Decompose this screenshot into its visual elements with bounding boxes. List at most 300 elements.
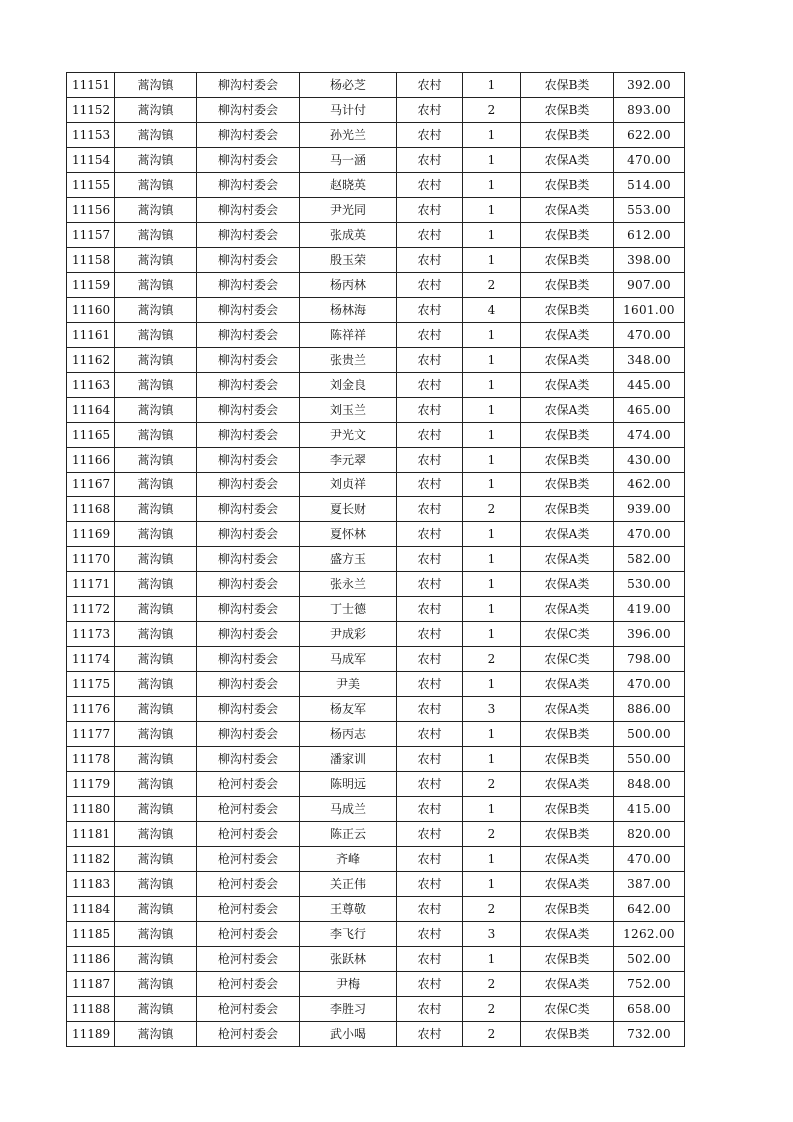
cell-town: 蒿沟镇 — [115, 147, 197, 172]
cell-village: 柳沟村委会 — [197, 622, 300, 647]
cell-village: 柳沟村委会 — [197, 472, 300, 497]
cell-name: 刘贞祥 — [300, 472, 397, 497]
cell-area: 农村 — [397, 822, 463, 847]
cell-town: 蒿沟镇 — [115, 397, 197, 422]
cell-name: 尹光同 — [300, 197, 397, 222]
cell-town: 蒿沟镇 — [115, 747, 197, 772]
cell-town: 蒿沟镇 — [115, 847, 197, 872]
cell-village: 柳沟村委会 — [197, 422, 300, 447]
table-row — [67, 372, 685, 397]
cell-amount: 474.00 — [614, 422, 685, 447]
cell-id: 11168 — [67, 497, 115, 522]
table-row — [67, 297, 685, 322]
cell-name: 李胜习 — [300, 996, 397, 1021]
cell-category: 农保B类 — [521, 172, 614, 197]
table-row — [67, 422, 685, 447]
cell-town: 蒿沟镇 — [115, 547, 197, 572]
cell-village: 柳沟村委会 — [197, 672, 300, 697]
cell-town: 蒿沟镇 — [115, 522, 197, 547]
cell-town: 蒿沟镇 — [115, 197, 197, 222]
cell-town: 蒿沟镇 — [115, 247, 197, 272]
cell-town: 蒿沟镇 — [115, 347, 197, 372]
cell-id: 11170 — [67, 547, 115, 572]
cell-name: 夏怀林 — [300, 522, 397, 547]
cell-category: 农保B类 — [521, 472, 614, 497]
cell-amount: 470.00 — [614, 147, 685, 172]
table-row — [67, 497, 685, 522]
cell-town: 蒿沟镇 — [115, 797, 197, 822]
cell-count: 1 — [463, 622, 521, 647]
cell-id: 11158 — [67, 247, 115, 272]
cell-amount: 500.00 — [614, 722, 685, 747]
cell-count: 1 — [463, 197, 521, 222]
cell-name: 刘金良 — [300, 372, 397, 397]
cell-category: 农保A类 — [521, 772, 614, 797]
cell-name: 杨友军 — [300, 697, 397, 722]
cell-village: 枪河村委会 — [197, 946, 300, 971]
cell-area: 农村 — [397, 97, 463, 122]
cell-count: 1 — [463, 347, 521, 372]
cell-village: 柳沟村委会 — [197, 572, 300, 597]
cell-amount: 415.00 — [614, 797, 685, 822]
cell-id: 11153 — [67, 122, 115, 147]
cell-count: 2 — [463, 822, 521, 847]
table-row — [67, 822, 685, 847]
cell-id: 11164 — [67, 397, 115, 422]
cell-town: 蒿沟镇 — [115, 772, 197, 797]
cell-area: 农村 — [397, 422, 463, 447]
cell-id: 11163 — [67, 372, 115, 397]
table-row — [67, 97, 685, 122]
cell-village: 柳沟村委会 — [197, 747, 300, 772]
cell-category: 农保A类 — [521, 372, 614, 397]
cell-village: 枪河村委会 — [197, 822, 300, 847]
cell-id: 11176 — [67, 697, 115, 722]
cell-village: 柳沟村委会 — [197, 372, 300, 397]
cell-village: 柳沟村委会 — [197, 722, 300, 747]
cell-category: 农保A类 — [521, 921, 614, 946]
cell-category: 农保A类 — [521, 197, 614, 222]
cell-count: 2 — [463, 772, 521, 797]
cell-amount: 642.00 — [614, 896, 685, 921]
cell-town: 蒿沟镇 — [115, 472, 197, 497]
cell-name: 马成兰 — [300, 797, 397, 822]
cell-amount: 582.00 — [614, 547, 685, 572]
cell-category: 农保B类 — [521, 297, 614, 322]
cell-area: 农村 — [397, 297, 463, 322]
cell-id: 11186 — [67, 946, 115, 971]
cell-count: 1 — [463, 522, 521, 547]
cell-amount: 893.00 — [614, 97, 685, 122]
cell-town: 蒿沟镇 — [115, 172, 197, 197]
cell-category: 农保A类 — [521, 397, 614, 422]
cell-count: 1 — [463, 422, 521, 447]
table-row — [67, 697, 685, 722]
table-row — [67, 73, 685, 98]
cell-village: 柳沟村委会 — [197, 73, 300, 98]
cell-name: 潘家训 — [300, 747, 397, 772]
cell-amount: 752.00 — [614, 971, 685, 996]
cell-count: 1 — [463, 946, 521, 971]
cell-amount: 798.00 — [614, 647, 685, 672]
cell-town: 蒿沟镇 — [115, 222, 197, 247]
table-row — [67, 522, 685, 547]
cell-id: 11171 — [67, 572, 115, 597]
cell-town: 蒿沟镇 — [115, 822, 197, 847]
cell-count: 1 — [463, 722, 521, 747]
cell-category: 农保B类 — [521, 272, 614, 297]
cell-village: 柳沟村委会 — [197, 647, 300, 672]
cell-category: 农保B类 — [521, 797, 614, 822]
cell-area: 农村 — [397, 572, 463, 597]
cell-name: 殷玉荣 — [300, 247, 397, 272]
cell-id: 11157 — [67, 222, 115, 247]
cell-amount: 470.00 — [614, 672, 685, 697]
table-row — [67, 921, 685, 946]
cell-id: 11179 — [67, 772, 115, 797]
cell-village: 柳沟村委会 — [197, 247, 300, 272]
table-row — [67, 547, 685, 572]
cell-name: 陈祥祥 — [300, 322, 397, 347]
cell-count: 1 — [463, 372, 521, 397]
cell-village: 柳沟村委会 — [197, 222, 300, 247]
cell-name: 陈明远 — [300, 772, 397, 797]
cell-village: 柳沟村委会 — [197, 322, 300, 347]
cell-amount: 732.00 — [614, 1021, 685, 1046]
table-row — [67, 946, 685, 971]
cell-amount: 886.00 — [614, 697, 685, 722]
cell-name: 尹梅 — [300, 971, 397, 996]
cell-id: 11175 — [67, 672, 115, 697]
cell-village: 柳沟村委会 — [197, 272, 300, 297]
cell-town: 蒿沟镇 — [115, 422, 197, 447]
cell-name: 王尊敬 — [300, 896, 397, 921]
cell-area: 农村 — [397, 447, 463, 472]
cell-area: 农村 — [397, 996, 463, 1021]
table-row — [67, 347, 685, 372]
cell-name: 齐峰 — [300, 847, 397, 872]
cell-town: 蒿沟镇 — [115, 122, 197, 147]
cell-name: 马计付 — [300, 97, 397, 122]
cell-village: 柳沟村委会 — [197, 147, 300, 172]
cell-count: 2 — [463, 647, 521, 672]
cell-id: 11172 — [67, 597, 115, 622]
cell-amount: 939.00 — [614, 497, 685, 522]
cell-name: 杨丙林 — [300, 272, 397, 297]
cell-amount: 612.00 — [614, 222, 685, 247]
cell-area: 农村 — [397, 747, 463, 772]
cell-area: 农村 — [397, 647, 463, 672]
cell-category: 农保C类 — [521, 622, 614, 647]
cell-town: 蒿沟镇 — [115, 497, 197, 522]
cell-name: 杨必芝 — [300, 73, 397, 98]
cell-count: 1 — [463, 847, 521, 872]
cell-id: 11167 — [67, 472, 115, 497]
cell-village: 柳沟村委会 — [197, 347, 300, 372]
cell-count: 1 — [463, 597, 521, 622]
cell-name: 武小喝 — [300, 1021, 397, 1046]
table-row — [67, 672, 685, 697]
cell-name: 杨林海 — [300, 297, 397, 322]
cell-area: 农村 — [397, 772, 463, 797]
cell-amount: 514.00 — [614, 172, 685, 197]
cell-category: 农保B类 — [521, 497, 614, 522]
cell-area: 农村 — [397, 597, 463, 622]
cell-area: 农村 — [397, 197, 463, 222]
cell-amount: 550.00 — [614, 747, 685, 772]
cell-count: 1 — [463, 547, 521, 572]
cell-area: 农村 — [397, 272, 463, 297]
cell-category: 农保B类 — [521, 1021, 614, 1046]
table-row — [67, 847, 685, 872]
cell-area: 农村 — [397, 222, 463, 247]
cell-category: 农保A类 — [521, 847, 614, 872]
cell-village: 柳沟村委会 — [197, 447, 300, 472]
cell-name: 李飞行 — [300, 921, 397, 946]
cell-name: 刘玉兰 — [300, 397, 397, 422]
cell-category: 农保C类 — [521, 996, 614, 1021]
cell-town: 蒿沟镇 — [115, 73, 197, 98]
cell-town: 蒿沟镇 — [115, 647, 197, 672]
cell-count: 1 — [463, 872, 521, 897]
cell-id: 11165 — [67, 422, 115, 447]
cell-count: 1 — [463, 322, 521, 347]
table-row — [67, 772, 685, 797]
cell-category: 农保A类 — [521, 147, 614, 172]
cell-amount: 658.00 — [614, 996, 685, 1021]
cell-count: 1 — [463, 572, 521, 597]
cell-name: 杨丙志 — [300, 722, 397, 747]
cell-amount: 553.00 — [614, 197, 685, 222]
cell-count: 1 — [463, 147, 521, 172]
cell-amount: 465.00 — [614, 397, 685, 422]
table-row — [67, 222, 685, 247]
table-row — [67, 397, 685, 422]
cell-village: 枪河村委会 — [197, 772, 300, 797]
cell-town: 蒿沟镇 — [115, 297, 197, 322]
table-row — [67, 197, 685, 222]
cell-town: 蒿沟镇 — [115, 921, 197, 946]
cell-category: 农保B类 — [521, 97, 614, 122]
cell-area: 农村 — [397, 397, 463, 422]
cell-category: 农保A类 — [521, 572, 614, 597]
cell-village: 枪河村委会 — [197, 921, 300, 946]
cell-village: 柳沟村委会 — [197, 122, 300, 147]
cell-area: 农村 — [397, 522, 463, 547]
cell-village: 柳沟村委会 — [197, 547, 300, 572]
cell-name: 张贵兰 — [300, 347, 397, 372]
cell-name: 赵晓英 — [300, 172, 397, 197]
cell-amount: 1262.00 — [614, 921, 685, 946]
cell-count: 1 — [463, 797, 521, 822]
cell-count: 3 — [463, 697, 521, 722]
cell-name: 马一涵 — [300, 147, 397, 172]
cell-count: 2 — [463, 1021, 521, 1046]
cell-id: 11177 — [67, 722, 115, 747]
cell-name: 尹美 — [300, 672, 397, 697]
cell-area: 农村 — [397, 971, 463, 996]
table-row — [67, 122, 685, 147]
cell-count: 2 — [463, 896, 521, 921]
cell-area: 农村 — [397, 172, 463, 197]
cell-area: 农村 — [397, 347, 463, 372]
cell-id: 11185 — [67, 921, 115, 946]
cell-amount: 622.00 — [614, 122, 685, 147]
cell-id: 11156 — [67, 197, 115, 222]
table-row — [67, 622, 685, 647]
cell-name: 盛方玉 — [300, 547, 397, 572]
cell-town: 蒿沟镇 — [115, 622, 197, 647]
cell-amount: 396.00 — [614, 622, 685, 647]
cell-count: 1 — [463, 447, 521, 472]
cell-count: 2 — [463, 971, 521, 996]
cell-amount: 445.00 — [614, 372, 685, 397]
cell-village: 柳沟村委会 — [197, 522, 300, 547]
table-row — [67, 447, 685, 472]
cell-count: 1 — [463, 172, 521, 197]
cell-town: 蒿沟镇 — [115, 872, 197, 897]
cell-amount: 470.00 — [614, 522, 685, 547]
cell-area: 农村 — [397, 372, 463, 397]
cell-amount: 848.00 — [614, 772, 685, 797]
cell-category: 农保B类 — [521, 896, 614, 921]
cell-area: 农村 — [397, 896, 463, 921]
cell-area: 农村 — [397, 921, 463, 946]
table-row — [67, 172, 685, 197]
cell-village: 柳沟村委会 — [197, 697, 300, 722]
cell-id: 11174 — [67, 647, 115, 672]
cell-area: 农村 — [397, 672, 463, 697]
table-body — [67, 73, 685, 1047]
cell-town: 蒿沟镇 — [115, 572, 197, 597]
table-row — [67, 747, 685, 772]
table-row — [67, 572, 685, 597]
cell-count: 2 — [463, 996, 521, 1021]
cell-count: 1 — [463, 397, 521, 422]
table-row — [67, 272, 685, 297]
cell-category: 农保A类 — [521, 697, 614, 722]
cell-category: 农保B类 — [521, 747, 614, 772]
cell-id: 11169 — [67, 522, 115, 547]
cell-village: 枪河村委会 — [197, 797, 300, 822]
cell-id: 11181 — [67, 822, 115, 847]
cell-amount: 348.00 — [614, 347, 685, 372]
table-row — [67, 597, 685, 622]
cell-category: 农保C类 — [521, 647, 614, 672]
cell-count: 1 — [463, 747, 521, 772]
cell-area: 农村 — [397, 247, 463, 272]
cell-name: 尹光文 — [300, 422, 397, 447]
cell-town: 蒿沟镇 — [115, 97, 197, 122]
cell-category: 农保A类 — [521, 672, 614, 697]
cell-town: 蒿沟镇 — [115, 597, 197, 622]
cell-category: 农保A类 — [521, 522, 614, 547]
cell-area: 农村 — [397, 547, 463, 572]
cell-village: 柳沟村委会 — [197, 97, 300, 122]
table-row — [67, 322, 685, 347]
cell-village: 枪河村委会 — [197, 996, 300, 1021]
table-row — [67, 647, 685, 672]
cell-area: 农村 — [397, 847, 463, 872]
table-row — [67, 722, 685, 747]
cell-amount: 530.00 — [614, 572, 685, 597]
cell-name: 关正伟 — [300, 872, 397, 897]
records-table — [66, 72, 685, 1047]
cell-id: 11155 — [67, 172, 115, 197]
cell-name: 李元翠 — [300, 447, 397, 472]
cell-area: 农村 — [397, 946, 463, 971]
cell-name: 张成英 — [300, 222, 397, 247]
cell-id: 11183 — [67, 872, 115, 897]
cell-area: 农村 — [397, 147, 463, 172]
cell-amount: 470.00 — [614, 847, 685, 872]
cell-id: 11166 — [67, 447, 115, 472]
cell-town: 蒿沟镇 — [115, 697, 197, 722]
cell-count: 1 — [463, 247, 521, 272]
cell-category: 农保B类 — [521, 247, 614, 272]
cell-id: 11187 — [67, 971, 115, 996]
cell-amount: 392.00 — [614, 73, 685, 98]
cell-village: 柳沟村委会 — [197, 497, 300, 522]
cell-name: 夏长财 — [300, 497, 397, 522]
cell-area: 农村 — [397, 322, 463, 347]
table-row — [67, 1021, 685, 1046]
cell-name: 马成军 — [300, 647, 397, 672]
cell-id: 11180 — [67, 797, 115, 822]
cell-count: 2 — [463, 97, 521, 122]
cell-category: 农保A类 — [521, 971, 614, 996]
cell-village: 枪河村委会 — [197, 971, 300, 996]
cell-town: 蒿沟镇 — [115, 722, 197, 747]
cell-category: 农保A类 — [521, 322, 614, 347]
table-row — [67, 996, 685, 1021]
cell-id: 11173 — [67, 622, 115, 647]
cell-amount: 1601.00 — [614, 297, 685, 322]
cell-count: 3 — [463, 921, 521, 946]
cell-area: 农村 — [397, 73, 463, 98]
cell-village: 枪河村委会 — [197, 1021, 300, 1046]
cell-name: 尹成彩 — [300, 622, 397, 647]
cell-id: 11152 — [67, 97, 115, 122]
cell-town: 蒿沟镇 — [115, 322, 197, 347]
cell-category: 农保B类 — [521, 422, 614, 447]
cell-town: 蒿沟镇 — [115, 946, 197, 971]
cell-amount: 907.00 — [614, 272, 685, 297]
cell-id: 11161 — [67, 322, 115, 347]
cell-village: 柳沟村委会 — [197, 297, 300, 322]
cell-category: 农保B类 — [521, 447, 614, 472]
cell-area: 农村 — [397, 722, 463, 747]
table-row — [67, 896, 685, 921]
cell-village: 枪河村委会 — [197, 896, 300, 921]
cell-count: 2 — [463, 272, 521, 297]
cell-area: 农村 — [397, 497, 463, 522]
cell-count: 1 — [463, 222, 521, 247]
cell-town: 蒿沟镇 — [115, 272, 197, 297]
cell-town: 蒿沟镇 — [115, 372, 197, 397]
cell-category: 农保A类 — [521, 547, 614, 572]
cell-category: 农保B类 — [521, 122, 614, 147]
cell-area: 农村 — [397, 1021, 463, 1046]
cell-amount: 502.00 — [614, 946, 685, 971]
cell-town: 蒿沟镇 — [115, 1021, 197, 1046]
cell-town: 蒿沟镇 — [115, 896, 197, 921]
cell-id: 11162 — [67, 347, 115, 372]
cell-name: 张跃林 — [300, 946, 397, 971]
cell-name: 孙光兰 — [300, 122, 397, 147]
cell-category: 农保A类 — [521, 347, 614, 372]
cell-count: 2 — [463, 497, 521, 522]
